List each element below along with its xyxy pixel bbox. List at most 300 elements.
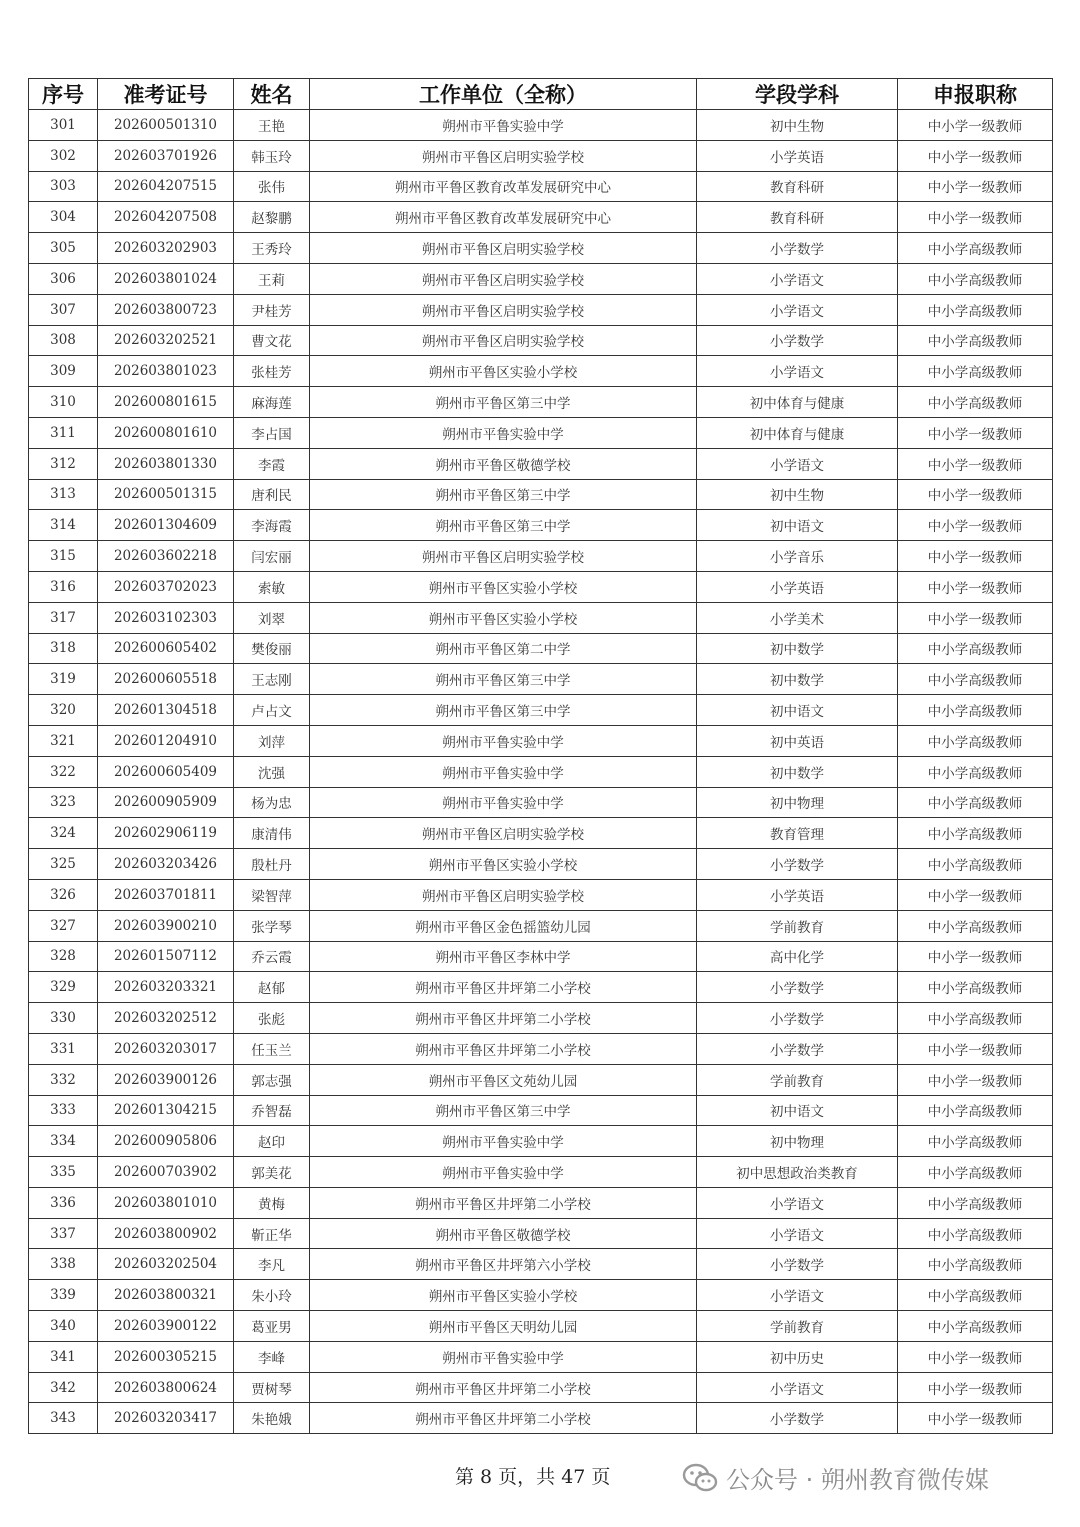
cell-work-unit: 朔州市平鲁区井坪第二小学校 — [310, 1187, 697, 1218]
cell-name: 唐利民 — [234, 479, 310, 510]
cell-exam-id: 202603801010 — [98, 1187, 234, 1218]
cell-index: 338 — [29, 1249, 98, 1280]
cell-name: 郭志强 — [234, 1064, 310, 1095]
cell-index: 315 — [29, 541, 98, 572]
cell-index: 312 — [29, 448, 98, 479]
cell-subject: 小学美术 — [697, 602, 898, 633]
cell-index: 343 — [29, 1403, 98, 1434]
cell-title: 中小学高级教师 — [898, 1218, 1053, 1249]
cell-name: 靳正华 — [234, 1218, 310, 1249]
cell-index: 316 — [29, 571, 98, 602]
header-title: 申报职称 — [898, 79, 1053, 110]
cell-work-unit: 朔州市平鲁区启明实验学校 — [310, 325, 697, 356]
cell-work-unit: 朔州市平鲁区李林中学 — [310, 941, 697, 972]
cell-exam-id: 202603202903 — [98, 233, 234, 264]
cell-exam-id: 202600905806 — [98, 1126, 234, 1157]
cell-exam-id: 202603203321 — [98, 972, 234, 1003]
table-row — [29, 479, 1053, 510]
cell-index: 328 — [29, 941, 98, 972]
cell-subject: 初中生物 — [697, 110, 898, 141]
cell-title: 中小学一级教师 — [898, 1064, 1053, 1095]
cell-exam-id: 202603900210 — [98, 910, 234, 941]
watermark — [682, 1460, 989, 1495]
cell-exam-id: 202603203017 — [98, 1033, 234, 1064]
cell-name: 赵郁 — [234, 972, 310, 1003]
cell-name: 闫宏丽 — [234, 541, 310, 572]
table-row — [29, 1033, 1053, 1064]
cell-index: 329 — [29, 972, 98, 1003]
cell-name: 王莉 — [234, 263, 310, 294]
cell-exam-id: 202603801024 — [98, 263, 234, 294]
cell-title: 中小学高级教师 — [898, 633, 1053, 664]
cell-title: 中小学一级教师 — [898, 1372, 1053, 1403]
cell-exam-id: 202600501315 — [98, 479, 234, 510]
cell-title: 中小学高级教师 — [898, 233, 1053, 264]
table-row — [29, 294, 1053, 325]
cell-name: 杨为忠 — [234, 787, 310, 818]
cell-exam-id: 202600801610 — [98, 417, 234, 448]
table-row — [29, 818, 1053, 849]
cell-exam-id: 202603202521 — [98, 325, 234, 356]
cell-index: 311 — [29, 417, 98, 448]
cell-subject: 初中语文 — [697, 1095, 898, 1126]
cell-title: 中小学高级教师 — [898, 695, 1053, 726]
cell-work-unit: 朔州市平鲁区第三中学 — [310, 510, 697, 541]
cell-name: 王艳 — [234, 110, 310, 141]
cell-exam-id: 202603801023 — [98, 356, 234, 387]
cell-index: 303 — [29, 171, 98, 202]
cell-work-unit: 朔州市平鲁区教育改革发展研究中心 — [310, 202, 697, 233]
table-row — [29, 325, 1053, 356]
cell-work-unit: 朔州市平鲁区第二中学 — [310, 633, 697, 664]
table-row — [29, 263, 1053, 294]
cell-exam-id: 202603701926 — [98, 140, 234, 171]
table-row — [29, 756, 1053, 787]
cell-work-unit: 朔州市平鲁区第三中学 — [310, 1095, 697, 1126]
table-row — [29, 356, 1053, 387]
cell-index: 310 — [29, 387, 98, 418]
cell-name: 樊俊丽 — [234, 633, 310, 664]
cell-index: 333 — [29, 1095, 98, 1126]
cell-name: 沈强 — [234, 756, 310, 787]
cell-title: 中小学一级教师 — [898, 171, 1053, 202]
cell-subject: 初中英语 — [697, 725, 898, 756]
cell-subject: 小学数学 — [697, 1403, 898, 1434]
cell-work-unit: 朔州市平鲁区第三中学 — [310, 695, 697, 726]
cell-name: 葛亚男 — [234, 1311, 310, 1342]
cell-exam-id: 202603800723 — [98, 294, 234, 325]
cell-subject: 小学音乐 — [697, 541, 898, 572]
cell-exam-id: 202603800624 — [98, 1372, 234, 1403]
cell-index: 317 — [29, 602, 98, 633]
header-subject: 学段学科 — [697, 79, 898, 110]
cell-exam-id: 202601507112 — [98, 941, 234, 972]
cell-title: 中小学高级教师 — [898, 356, 1053, 387]
cell-name: 曹文花 — [234, 325, 310, 356]
cell-subject: 初中数学 — [697, 664, 898, 695]
table-row — [29, 910, 1053, 941]
cell-subject: 初中生物 — [697, 479, 898, 510]
cell-title: 中小学一级教师 — [898, 602, 1053, 633]
table-row — [29, 171, 1053, 202]
cell-work-unit: 朔州市平鲁区第三中学 — [310, 479, 697, 510]
cell-title: 中小学一级教师 — [898, 879, 1053, 910]
cell-index: 320 — [29, 695, 98, 726]
cell-name: 梁智萍 — [234, 879, 310, 910]
cell-work-unit: 朔州市平鲁区启明实验学校 — [310, 140, 697, 171]
cell-index: 302 — [29, 140, 98, 171]
cell-title: 中小学一级教师 — [898, 417, 1053, 448]
cell-name: 赵印 — [234, 1126, 310, 1157]
cell-exam-id: 202603202512 — [98, 1003, 234, 1034]
cell-title: 中小学一级教师 — [898, 510, 1053, 541]
cell-subject: 小学语文 — [697, 448, 898, 479]
cell-index: 342 — [29, 1372, 98, 1403]
cell-title: 中小学一级教师 — [898, 1341, 1053, 1372]
cell-name: 乔云霞 — [234, 941, 310, 972]
cell-name: 李占国 — [234, 417, 310, 448]
header-work-unit: 工作单位（全称） — [310, 79, 697, 110]
cell-exam-id: 202604207508 — [98, 202, 234, 233]
cell-name: 贾树琴 — [234, 1372, 310, 1403]
cell-exam-id: 202600305215 — [98, 1341, 234, 1372]
cell-exam-id: 202600905909 — [98, 787, 234, 818]
cell-index: 327 — [29, 910, 98, 941]
table-row — [29, 1003, 1053, 1034]
cell-index: 301 — [29, 110, 98, 141]
table-row — [29, 1157, 1053, 1188]
cell-work-unit: 朔州市平鲁区启明实验学校 — [310, 294, 697, 325]
cell-name: 张学琴 — [234, 910, 310, 941]
table-row — [29, 1280, 1053, 1311]
page-number: 第 8 页，共 47 页 — [455, 1466, 611, 1488]
header-index: 序号 — [29, 79, 98, 110]
cell-work-unit: 朔州市平鲁区井坪第二小学校 — [310, 1033, 697, 1064]
cell-subject: 初中历史 — [697, 1341, 898, 1372]
cell-index: 335 — [29, 1157, 98, 1188]
cell-name: 韩玉玲 — [234, 140, 310, 171]
cell-work-unit: 朔州市平鲁实验中学 — [310, 1157, 697, 1188]
cell-title: 中小学高级教师 — [898, 1280, 1053, 1311]
cell-index: 341 — [29, 1341, 98, 1372]
cell-index: 324 — [29, 818, 98, 849]
cell-work-unit: 朔州市平鲁实验中学 — [310, 787, 697, 818]
cell-work-unit: 朔州市平鲁区启明实验学校 — [310, 879, 697, 910]
table-row — [29, 1187, 1053, 1218]
cell-exam-id: 202600801615 — [98, 387, 234, 418]
cell-title: 中小学一级教师 — [898, 1403, 1053, 1434]
cell-subject: 高中化学 — [697, 941, 898, 972]
cell-title: 中小学高级教师 — [898, 725, 1053, 756]
header-exam-id: 准考证号 — [98, 79, 234, 110]
cell-exam-id: 202600605409 — [98, 756, 234, 787]
cell-title: 中小学高级教师 — [898, 818, 1053, 849]
cell-index: 340 — [29, 1311, 98, 1342]
cell-title: 中小学一级教师 — [898, 110, 1053, 141]
cell-title: 中小学高级教师 — [898, 849, 1053, 880]
cell-title: 中小学一级教师 — [898, 541, 1053, 572]
cell-work-unit: 朔州市平鲁区井坪第二小学校 — [310, 972, 697, 1003]
cell-work-unit: 朔州市平鲁区启明实验学校 — [310, 818, 697, 849]
cell-subject: 学前教育 — [697, 910, 898, 941]
table-row — [29, 602, 1053, 633]
cell-subject: 学前教育 — [697, 1064, 898, 1095]
table-row — [29, 1372, 1053, 1403]
table-row — [29, 202, 1053, 233]
cell-exam-id: 202600703902 — [98, 1157, 234, 1188]
cell-work-unit: 朔州市平鲁区井坪第二小学校 — [310, 1372, 697, 1403]
table-row — [29, 387, 1053, 418]
cell-name: 殷杜丹 — [234, 849, 310, 880]
cell-work-unit: 朔州市平鲁实验中学 — [310, 756, 697, 787]
cell-exam-id: 202603800321 — [98, 1280, 234, 1311]
cell-title: 中小学高级教师 — [898, 1126, 1053, 1157]
cell-index: 323 — [29, 787, 98, 818]
cell-subject: 初中数学 — [697, 633, 898, 664]
cell-subject: 小学语文 — [697, 1218, 898, 1249]
cell-subject: 初中物理 — [697, 1126, 898, 1157]
cell-title: 中小学高级教师 — [898, 1157, 1053, 1188]
cell-index: 313 — [29, 479, 98, 510]
cell-exam-id: 202603203417 — [98, 1403, 234, 1434]
cell-work-unit: 朔州市平鲁区第三中学 — [310, 387, 697, 418]
table-row — [29, 1341, 1053, 1372]
cell-work-unit: 朔州市平鲁区教育改革发展研究中心 — [310, 171, 697, 202]
cell-name: 刘翠 — [234, 602, 310, 633]
table-row — [29, 140, 1053, 171]
cell-subject: 初中数学 — [697, 756, 898, 787]
cell-work-unit: 朔州市平鲁区实验小学校 — [310, 602, 697, 633]
cell-index: 306 — [29, 263, 98, 294]
cell-index: 304 — [29, 202, 98, 233]
cell-subject: 小学语文 — [697, 294, 898, 325]
cell-index: 325 — [29, 849, 98, 880]
cell-subject: 初中体育与健康 — [697, 417, 898, 448]
cell-exam-id: 202603900126 — [98, 1064, 234, 1095]
cell-exam-id: 202601304215 — [98, 1095, 234, 1126]
cell-name: 张桂芳 — [234, 356, 310, 387]
cell-subject: 初中语文 — [697, 695, 898, 726]
cell-work-unit: 朔州市平鲁区敬德学校 — [310, 1218, 697, 1249]
cell-index: 314 — [29, 510, 98, 541]
cell-work-unit: 朔州市平鲁实验中学 — [310, 725, 697, 756]
cell-work-unit: 朔州市平鲁区实验小学校 — [310, 849, 697, 880]
wechat-icon — [682, 1463, 718, 1493]
cell-index: 332 — [29, 1064, 98, 1095]
table-row — [29, 633, 1053, 664]
cell-work-unit: 朔州市平鲁区井坪第二小学校 — [310, 1403, 697, 1434]
cell-exam-id: 202604207515 — [98, 171, 234, 202]
cell-title: 中小学高级教师 — [898, 787, 1053, 818]
cell-index: 331 — [29, 1033, 98, 1064]
cell-subject: 小学语文 — [697, 1372, 898, 1403]
cell-subject: 教育科研 — [697, 202, 898, 233]
cell-work-unit: 朔州市平鲁区井坪第六小学校 — [310, 1249, 697, 1280]
cell-index: 308 — [29, 325, 98, 356]
cell-name: 朱小玲 — [234, 1280, 310, 1311]
table-row — [29, 510, 1053, 541]
cell-name: 尹桂芳 — [234, 294, 310, 325]
cell-name: 康清伟 — [234, 818, 310, 849]
cell-exam-id: 202600605518 — [98, 664, 234, 695]
cell-subject: 初中语文 — [697, 510, 898, 541]
table-row — [29, 787, 1053, 818]
table-row — [29, 849, 1053, 880]
table-row — [29, 233, 1053, 264]
cell-name: 李峰 — [234, 1341, 310, 1372]
cell-index: 336 — [29, 1187, 98, 1218]
cell-name: 李海霞 — [234, 510, 310, 541]
cell-name: 任玉兰 — [234, 1033, 310, 1064]
cell-title: 中小学高级教师 — [898, 294, 1053, 325]
cell-work-unit: 朔州市平鲁实验中学 — [310, 417, 697, 448]
table-row — [29, 1126, 1053, 1157]
cell-subject: 小学数学 — [697, 233, 898, 264]
cell-subject: 初中思想政治类教育 — [697, 1157, 898, 1188]
cell-work-unit: 朔州市平鲁区第三中学 — [310, 664, 697, 695]
table-row — [29, 664, 1053, 695]
cell-exam-id: 202603602218 — [98, 541, 234, 572]
cell-work-unit: 朔州市平鲁区文苑幼儿园 — [310, 1064, 697, 1095]
cell-subject: 教育管理 — [697, 818, 898, 849]
cell-title: 中小学高级教师 — [898, 1095, 1053, 1126]
cell-exam-id: 202600605402 — [98, 633, 234, 664]
cell-title: 中小学高级教师 — [898, 1003, 1053, 1034]
cell-name: 黄梅 — [234, 1187, 310, 1218]
cell-exam-id: 202603701811 — [98, 879, 234, 910]
cell-index: 330 — [29, 1003, 98, 1034]
cell-subject: 小学语文 — [697, 1187, 898, 1218]
cell-name: 麻海莲 — [234, 387, 310, 418]
cell-subject: 小学英语 — [697, 571, 898, 602]
cell-name: 王志刚 — [234, 664, 310, 695]
table-row — [29, 941, 1053, 972]
cell-title: 中小学高级教师 — [898, 325, 1053, 356]
cell-index: 309 — [29, 356, 98, 387]
cell-exam-id: 202603102303 — [98, 602, 234, 633]
cell-subject: 小学数学 — [697, 972, 898, 1003]
cell-title: 中小学高级教师 — [898, 972, 1053, 1003]
cell-work-unit: 朔州市平鲁区启明实验学校 — [310, 233, 697, 264]
cell-subject: 小学数学 — [697, 1003, 898, 1034]
cell-subject: 小学数学 — [697, 1033, 898, 1064]
cell-name: 朱艳娥 — [234, 1403, 310, 1434]
cell-index: 337 — [29, 1218, 98, 1249]
cell-title: 中小学一级教师 — [898, 941, 1053, 972]
cell-name: 郭美花 — [234, 1157, 310, 1188]
cell-work-unit: 朔州市平鲁实验中学 — [310, 1126, 697, 1157]
cell-title: 中小学一级教师 — [898, 571, 1053, 602]
cell-index: 334 — [29, 1126, 98, 1157]
cell-title: 中小学一级教师 — [898, 202, 1053, 233]
cell-name: 索敏 — [234, 571, 310, 602]
table-row — [29, 448, 1053, 479]
table-row — [29, 110, 1053, 141]
cell-exam-id: 202603801330 — [98, 448, 234, 479]
cell-index: 321 — [29, 725, 98, 756]
cell-work-unit: 朔州市平鲁区敬德学校 — [310, 448, 697, 479]
cell-name: 卢占文 — [234, 695, 310, 726]
table-row — [29, 1218, 1053, 1249]
cell-subject: 小学数学 — [697, 1249, 898, 1280]
header-name: 姓名 — [234, 79, 310, 110]
table-row — [29, 1311, 1053, 1342]
cell-work-unit: 朔州市平鲁区实验小学校 — [310, 1280, 697, 1311]
cell-exam-id: 202603800902 — [98, 1218, 234, 1249]
cell-work-unit: 朔州市平鲁实验中学 — [310, 110, 697, 141]
cell-index: 319 — [29, 664, 98, 695]
page-footer — [0, 1460, 1080, 1494]
cell-exam-id: 202603900122 — [98, 1311, 234, 1342]
cell-name: 刘萍 — [234, 725, 310, 756]
cell-title: 中小学高级教师 — [898, 1311, 1053, 1342]
cell-title: 中小学一级教师 — [898, 1033, 1053, 1064]
cell-exam-id: 202601304609 — [98, 510, 234, 541]
cell-subject: 小学语文 — [697, 356, 898, 387]
cell-subject: 小学语文 — [697, 263, 898, 294]
table-row — [29, 571, 1053, 602]
cell-title: 中小学高级教师 — [898, 756, 1053, 787]
cell-work-unit: 朔州市平鲁区实验小学校 — [310, 356, 697, 387]
cell-title: 中小学高级教师 — [898, 1187, 1053, 1218]
table-row — [29, 1095, 1053, 1126]
cell-title: 中小学高级教师 — [898, 1249, 1053, 1280]
table-row — [29, 1403, 1053, 1434]
cell-title: 中小学高级教师 — [898, 664, 1053, 695]
cell-name: 张彪 — [234, 1003, 310, 1034]
cell-index: 318 — [29, 633, 98, 664]
cell-exam-id: 202602906119 — [98, 818, 234, 849]
cell-title: 中小学一级教师 — [898, 140, 1053, 171]
table-row — [29, 1249, 1053, 1280]
cell-name: 李凡 — [234, 1249, 310, 1280]
cell-subject: 初中物理 — [697, 787, 898, 818]
cell-subject: 初中体育与健康 — [697, 387, 898, 418]
cell-index: 326 — [29, 879, 98, 910]
watermark-text: 公众号 · 朔州教育微传媒 — [726, 1466, 989, 1494]
cell-exam-id: 202603702023 — [98, 571, 234, 602]
table-row — [29, 879, 1053, 910]
cell-index: 307 — [29, 294, 98, 325]
cell-subject: 小学英语 — [697, 879, 898, 910]
cell-name: 李霞 — [234, 448, 310, 479]
cell-exam-id: 202601204910 — [98, 725, 234, 756]
table-row — [29, 695, 1053, 726]
cell-title: 中小学高级教师 — [898, 387, 1053, 418]
table-header-row — [29, 79, 1053, 110]
cell-name: 张伟 — [234, 171, 310, 202]
table-row — [29, 541, 1053, 572]
cell-name: 王秀玲 — [234, 233, 310, 264]
cell-subject: 教育科研 — [697, 171, 898, 202]
cell-subject: 小学数学 — [697, 849, 898, 880]
cell-subject: 小学英语 — [697, 140, 898, 171]
cell-work-unit: 朔州市平鲁区实验小学校 — [310, 571, 697, 602]
cell-subject: 小学数学 — [697, 325, 898, 356]
cell-subject: 小学语文 — [697, 1280, 898, 1311]
applicant-table — [28, 78, 1053, 1434]
table-row — [29, 417, 1053, 448]
cell-exam-id: 202603202504 — [98, 1249, 234, 1280]
cell-name: 赵黎鹏 — [234, 202, 310, 233]
cell-work-unit: 朔州市平鲁区启明实验学校 — [310, 541, 697, 572]
cell-exam-id: 202600501310 — [98, 110, 234, 141]
cell-title: 中小学一级教师 — [898, 448, 1053, 479]
cell-title: 中小学高级教师 — [898, 910, 1053, 941]
table-row — [29, 972, 1053, 1003]
cell-index: 339 — [29, 1280, 98, 1311]
cell-index: 305 — [29, 233, 98, 264]
